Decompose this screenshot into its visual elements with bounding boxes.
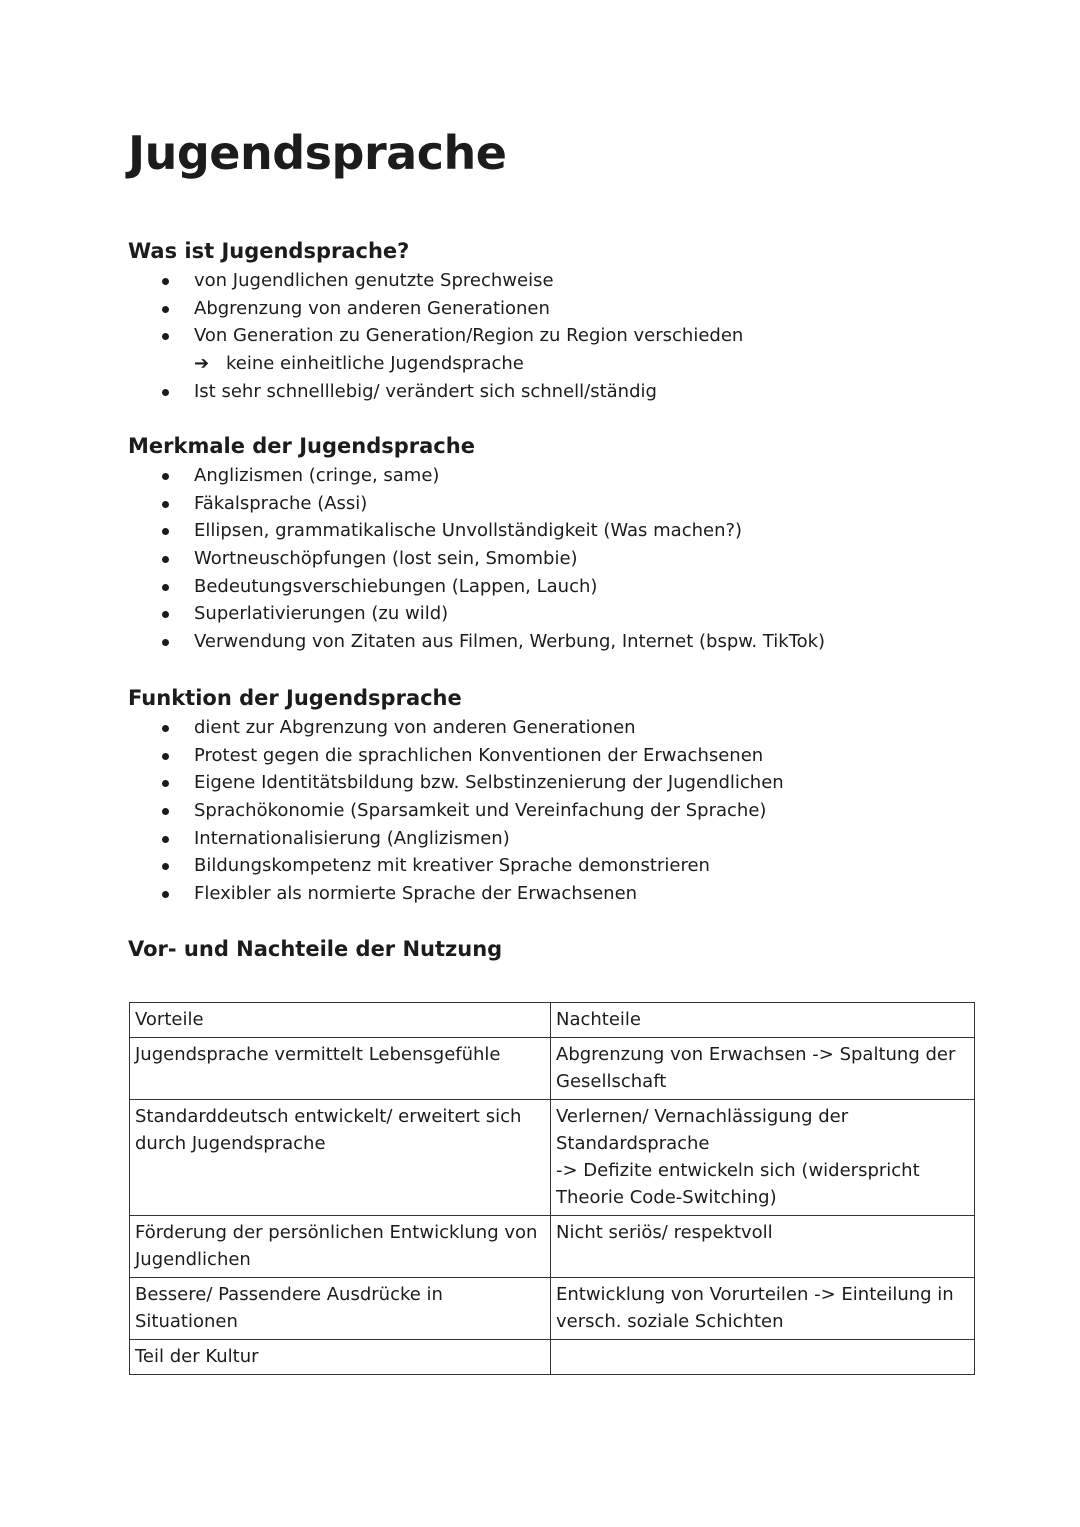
table-row bbox=[130, 1278, 975, 1340]
table-cell: Abgrenzung von Erwachsen -> Spaltung der Gesellschaft bbox=[551, 1038, 975, 1100]
header-cell-pros: Vorteile bbox=[130, 1003, 551, 1038]
list-item: Verwendung von Zitaten aus Filmen, Werbung, Internet (bspw. TikTok) bbox=[128, 628, 825, 656]
table-row bbox=[130, 1100, 975, 1216]
table-cell: Entwicklung von Vorurteilen -> Einteilung in versch. soziale Schichten bbox=[551, 1278, 975, 1340]
section-heading-definition: Was ist Jugendsprache? bbox=[128, 239, 410, 263]
table-cell: Standarddeutsch entwickelt/ erweitert sich durch Jugendsprache bbox=[130, 1100, 551, 1216]
list-item: Flexibler als normierte Sprache der Erwachsenen bbox=[128, 880, 784, 908]
list-item: Sprachökonomie (Sparsamkeit und Vereinfachung der Sprache) bbox=[128, 797, 784, 825]
list-item: Eigene Identitätsbildung bzw. Selbstinzenierung der Jugendlichen bbox=[128, 769, 784, 797]
list-item: Superlativierungen (zu wild) bbox=[128, 600, 825, 628]
table-row bbox=[130, 1038, 975, 1100]
list-item: Abgrenzung von anderen Generationen bbox=[128, 295, 743, 323]
list-item: Von Generation zu Generation/Region zu Region verschieden bbox=[128, 322, 743, 350]
table-cell bbox=[551, 1100, 975, 1216]
page-title: Jugendsprache bbox=[128, 126, 507, 180]
table-row bbox=[130, 1340, 975, 1375]
list-item-conclusion bbox=[128, 350, 743, 378]
list-item: dient zur Abgrenzung von anderen Generationen bbox=[128, 714, 784, 742]
arrow-right-icon: ➔ bbox=[194, 353, 210, 375]
table-cell: Bessere/ Passendere Ausdrücke in Situationen bbox=[130, 1278, 551, 1340]
table-header-row bbox=[130, 1003, 975, 1038]
table-cell: Jugendsprache vermittelt Lebensgefühle bbox=[130, 1038, 551, 1100]
list-item: Protest gegen die sprachlichen Konventionen der Erwachsenen bbox=[128, 742, 784, 770]
list-item: Internationalisierung (Anglizismen) bbox=[128, 825, 784, 853]
table-cell: Teil der Kultur bbox=[130, 1340, 551, 1375]
cell-line: Verlernen/ Vernachlässigung der Standardsprache bbox=[556, 1106, 849, 1154]
section-heading-pros-cons: Vor- und Nachteile der Nutzung bbox=[128, 937, 503, 961]
definition-list bbox=[128, 267, 743, 405]
table-cell: Nicht seriös/ respektvoll bbox=[551, 1216, 975, 1278]
list-item: Fäkalsprache (Assi) bbox=[128, 490, 825, 518]
list-item: Ellipsen, grammatikalische Unvollständigkeit (Was machen?) bbox=[128, 517, 825, 545]
pros-cons-table bbox=[129, 1002, 975, 1375]
header-cell-cons: Nachteile bbox=[551, 1003, 975, 1038]
functions-list bbox=[128, 714, 784, 908]
list-item: von Jugendlichen genutzte Sprechweise bbox=[128, 267, 743, 295]
section-heading-functions: Funktion der Jugendsprache bbox=[128, 686, 462, 710]
list-item: Anglizismen (cringe, same) bbox=[128, 462, 825, 490]
conclusion-text: keine einheitliche Jugendsprache bbox=[226, 353, 524, 375]
list-item: Wortneuschöpfungen (lost sein, Smombie) bbox=[128, 545, 825, 573]
list-item: Ist sehr schnelllebig/ verändert sich schnell/ständig bbox=[128, 378, 743, 406]
table-row bbox=[130, 1216, 975, 1278]
list-item: Bildungskompetenz mit kreativer Sprache demonstrieren bbox=[128, 852, 784, 880]
features-list bbox=[128, 462, 825, 656]
list-item: Bedeutungsverschiebungen (Lappen, Lauch) bbox=[128, 573, 825, 601]
cell-line: -> Defizite entwickeln sich (widerspricht Theorie Code-Switching) bbox=[556, 1160, 920, 1208]
table-cell bbox=[551, 1340, 975, 1375]
section-heading-features: Merkmale der Jugendsprache bbox=[128, 434, 475, 458]
table-cell: Förderung der persönlichen Entwicklung von Jugendlichen bbox=[130, 1216, 551, 1278]
